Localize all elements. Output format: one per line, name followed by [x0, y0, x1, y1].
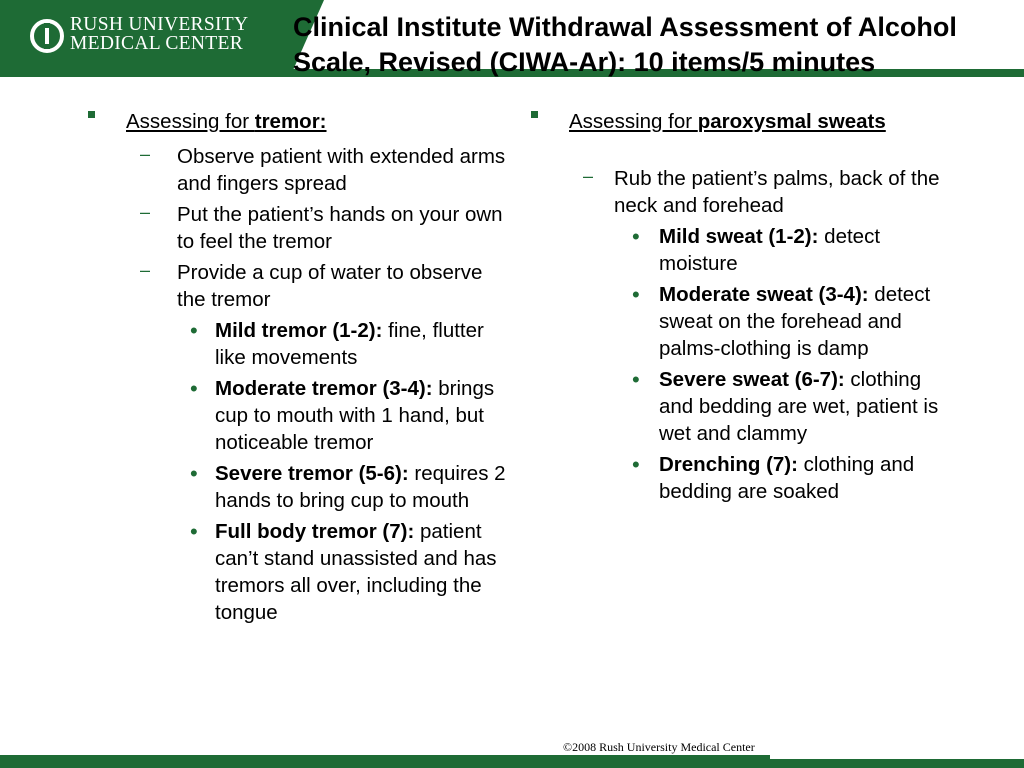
level-label: Mild tremor (1-2): [215, 319, 383, 342]
bottom-band [0, 759, 1024, 768]
level-item [531, 451, 951, 505]
logo-line-1: RUSH UNIVERSITY [70, 14, 249, 35]
level-label: Moderate sweat (3-4): [659, 283, 869, 306]
tremor-column [88, 108, 508, 630]
dot-bullet-icon: • [632, 282, 640, 307]
level-description: brings cup to mouth with 1 hand, but noticeable tremor [215, 377, 495, 454]
level-item [531, 281, 951, 362]
heading-prefix: Assessing for [569, 110, 698, 133]
dash-bullet-icon: – [583, 166, 594, 186]
logo-line-2: MEDICAL CENTER [70, 33, 244, 54]
dot-bullet-icon: • [190, 318, 198, 343]
dash-bullet-icon: – [140, 202, 151, 222]
level-description: detect moisture [659, 225, 881, 275]
level-description: clothing and bedding are soaked [659, 453, 915, 503]
level-item [88, 317, 508, 371]
heading-bold: paroxysmal sweats [697, 110, 886, 133]
tremor-heading-text [126, 110, 327, 133]
level-label: Moderate tremor (3-4): [215, 377, 433, 400]
slide-title: Clinical Institute Withdrawal Assessment of Alcohol Scale, Revised (CIWA-Ar): 10 items/5 minutes [293, 12, 957, 77]
sweats-column [531, 108, 951, 509]
rush-logo-icon [30, 19, 64, 53]
level-description: fine, flutter like movements [215, 319, 484, 369]
sweats-heading-text [569, 110, 886, 133]
dot-bullet-icon: • [190, 461, 198, 486]
dash-text: Rub the patient’s palms, back of the neck and forehead [614, 167, 940, 217]
level-item [531, 366, 951, 447]
dot-bullet-icon: • [632, 224, 640, 249]
dash-bullet-icon: – [140, 144, 151, 164]
level-item [531, 223, 951, 277]
spacer [531, 143, 951, 165]
dash-item [88, 201, 508, 255]
dash-item [531, 165, 951, 219]
level-item [88, 375, 508, 456]
dash-text: Provide a cup of water to observe the tremor [177, 261, 483, 311]
dash-bullet-icon: – [140, 260, 151, 280]
dash-item [88, 259, 508, 313]
level-label: Mild sweat (1-2): [659, 225, 819, 248]
level-description: detect sweat on the forehead and palms-clothing is damp [659, 283, 931, 360]
sweats-heading [531, 108, 951, 135]
level-label: Severe sweat (6-7): [659, 368, 845, 391]
dash-text: Put the patient’s hands on your own to feel the tremor [177, 203, 503, 253]
level-label: Drenching (7): [659, 453, 798, 476]
copyright-footer: ©2008 Rush University Medical Center [563, 740, 755, 754]
level-item [88, 460, 508, 514]
heading-prefix: Assessing for [126, 110, 255, 133]
level-description: requires 2 hands to bring cup to mouth [215, 462, 506, 512]
tremor-heading [88, 108, 508, 135]
level-description: patient can’t stand unassisted and has tremors all over, including the tongue [215, 520, 497, 624]
level-description: clothing and bedding are wet, patient is wet and clammy [659, 368, 939, 445]
dot-bullet-icon: • [632, 367, 640, 392]
dash-item [88, 143, 508, 197]
heading-bold: tremor: [254, 110, 327, 133]
logo-text [70, 15, 248, 53]
dash-text: Observe patient with extended arms and fingers spread [177, 145, 506, 195]
level-item [88, 518, 508, 626]
dot-bullet-icon: • [190, 519, 198, 544]
level-label: Severe tremor (5-6): [215, 462, 409, 485]
dot-bullet-icon: • [632, 452, 640, 477]
square-bullet-icon [88, 111, 95, 118]
dot-bullet-icon: • [190, 376, 198, 401]
level-label: Full body tremor (7): [215, 520, 415, 543]
square-bullet-icon [531, 111, 538, 118]
